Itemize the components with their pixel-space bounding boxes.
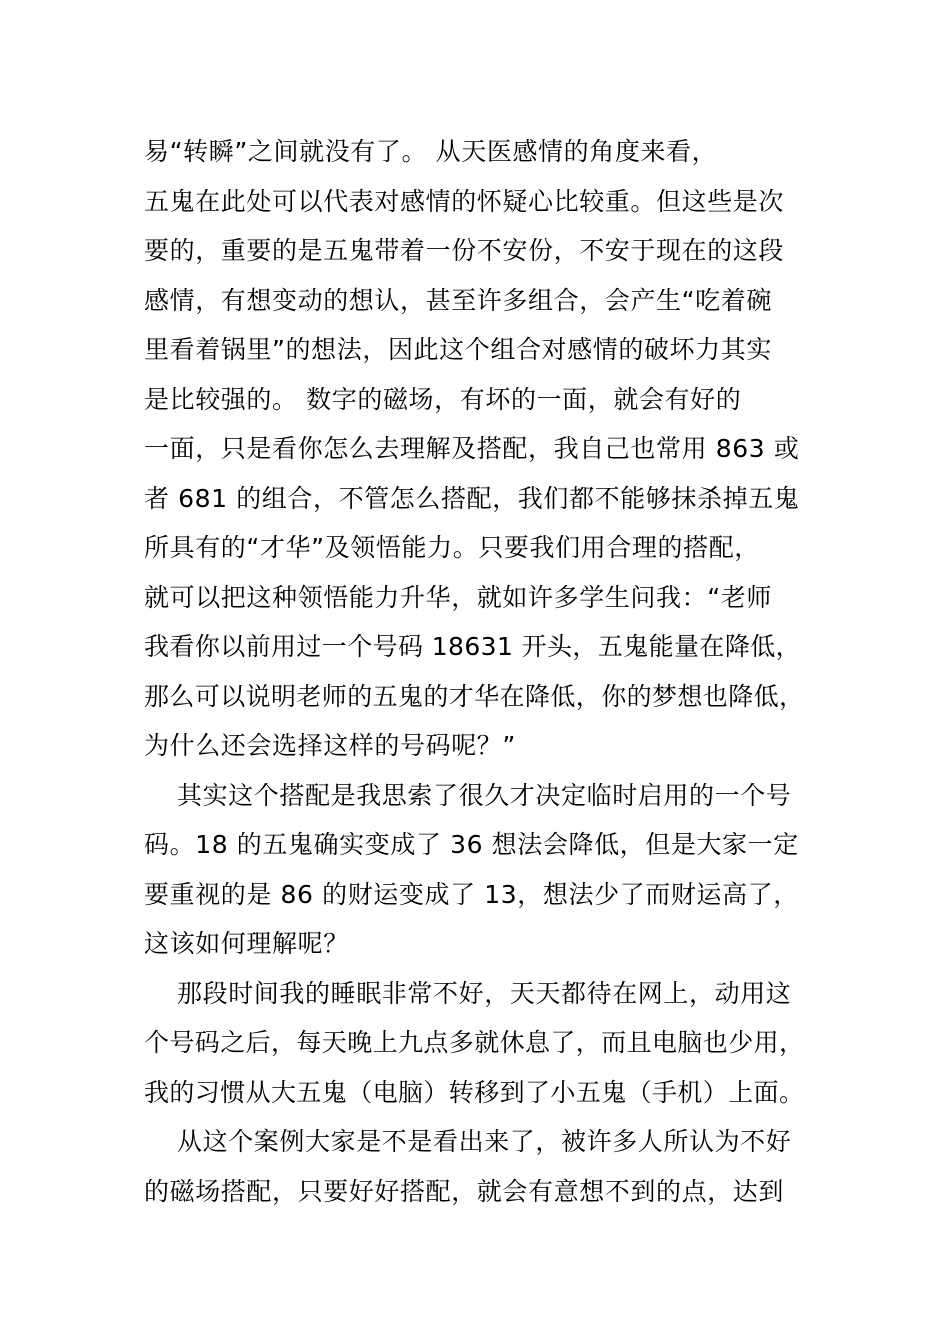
text-line: 个号码之后，每天晚上九点多就休息了，而且电脑也少用， <box>144 1028 805 1057</box>
text-line: 那么可以说明老师的五鬼的才华在降低，你的梦想也降低， <box>144 681 805 711</box>
text-line: 易“转瞬”之间就没有了。 从天医感情的角度来看， <box>144 137 718 166</box>
text-line: 就可以把这种领悟能力升华，就如许多学生问我：“老师 <box>144 582 772 612</box>
body-text <box>144 127 804 1216</box>
paragraph-first-line: 从这个案例大家是不是看出来了，被许多人所认为不好 <box>177 1127 792 1156</box>
paragraph-first-line: 那段时间我的睡眠非常不好，天天都待在网上，动用这 <box>177 978 792 1008</box>
text-line: 我看你以前用过一个号码 18631 开头，五鬼能量在降低， <box>144 632 802 661</box>
text-line: 是比较强的。 数字的磁场，有坏的一面，就会有好的 <box>144 384 742 414</box>
text-line: 五鬼在此处可以代表对感情的怀疑心比较重。但这些是次 <box>144 186 785 216</box>
text-line: 码。18 的五鬼确实变成了 36 想法会降低，但是大家一定 <box>144 830 799 859</box>
text-line: 所具有的“才华”及领悟能力。只要我们用合理的搭配， <box>144 533 760 562</box>
text-line: 我的习惯从大五鬼（电脑）转移到了小五鬼（手机）上面。 <box>144 1077 805 1107</box>
text-line: 为什么还会选择这样的号码呢？” <box>144 731 516 760</box>
text-line: 者 681 的组合，不管怎么搭配，我们都不能够抹杀掉五鬼 <box>144 483 800 513</box>
text-line: 这该如何理解呢？ <box>144 929 349 958</box>
text-line: 要的，重要的是五鬼带着一份不安份，不安于现在的这段 <box>144 236 785 265</box>
text-line: 要重视的是 86 的财运变成了 13，想法少了而财运高了， <box>144 879 799 909</box>
paragraph-first-line: 其实这个搭配是我思索了很久才决定临时启用的一个号 <box>177 780 792 810</box>
text-line: 里看着锅里”的想法，因此这个组合对感情的破坏力其实 <box>144 335 772 364</box>
text-line: 一面，只是看你怎么去理解及搭配，我自己也常用 863 或 <box>144 434 800 463</box>
text-line: 的磁场搭配，只要好好搭配，就会有意想不到的点，达到 <box>144 1176 785 1206</box>
text-line: 感情，有想变动的想认，甚至许多组合，会产生“吃着碗 <box>144 285 772 315</box>
